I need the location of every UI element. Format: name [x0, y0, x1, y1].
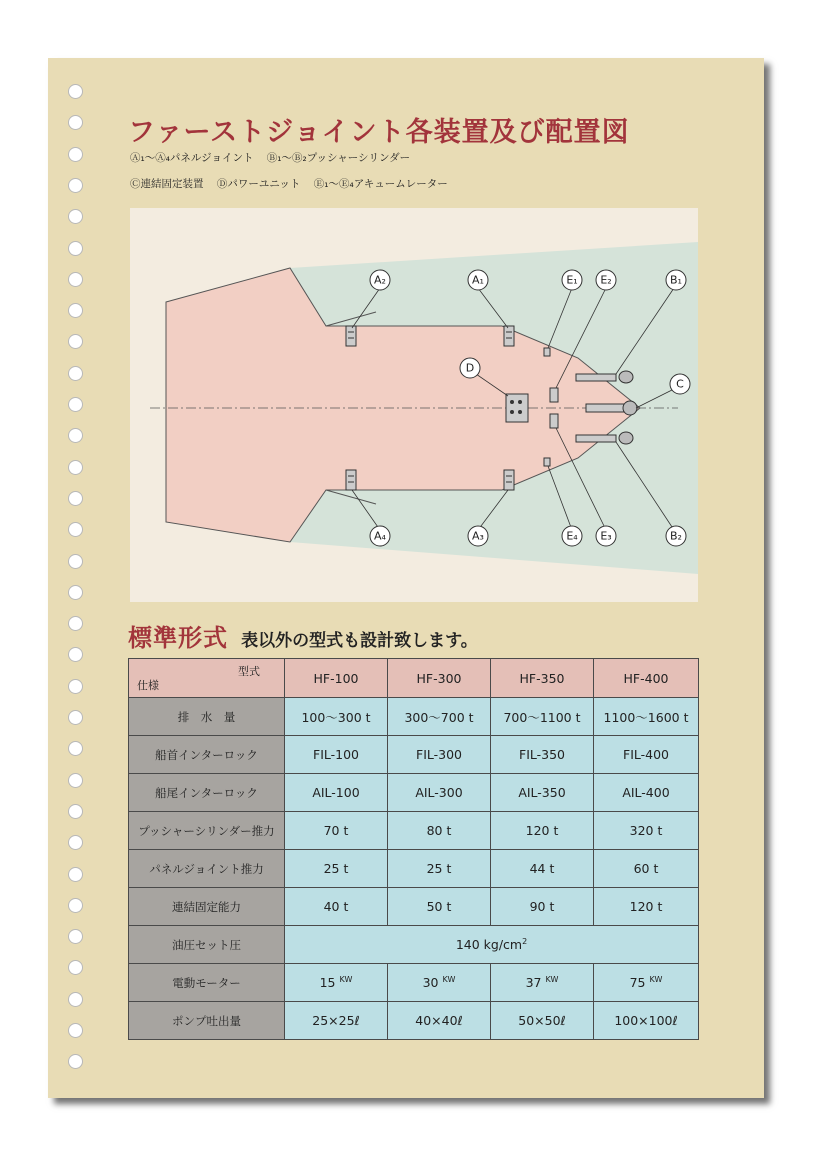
- binder-hole: [68, 992, 83, 1007]
- binder-hole: [68, 867, 83, 882]
- binder-hole: [68, 1054, 83, 1069]
- binder-hole: [68, 585, 83, 600]
- callout-a4: A₄: [374, 529, 386, 543]
- table-cell: 100×100ℓ: [594, 1002, 699, 1040]
- table-row-electric-motor: [129, 964, 699, 1002]
- binder-hole: [68, 366, 83, 381]
- callout-a3: A₃: [472, 529, 484, 543]
- binder-hole: [68, 898, 83, 913]
- binder-hole: [68, 334, 83, 349]
- table-row-pump-discharge: [129, 1002, 699, 1040]
- table-cell: 60 t: [594, 850, 699, 888]
- power-unit-d: [506, 394, 528, 422]
- table-cell: 25 t: [285, 850, 388, 888]
- legend-coupling-device: Ⓒ連結固定装置: [130, 178, 204, 190]
- row-label: 船首インターロック: [129, 736, 285, 774]
- motor-value: 37: [525, 975, 542, 991]
- table-row-pusher-thrust: [129, 812, 699, 850]
- accumulator-e1: [544, 348, 550, 356]
- binder-hole: [68, 1023, 83, 1038]
- accumulator-e4: [544, 458, 550, 466]
- row-label: 電動モーター: [129, 964, 285, 1002]
- binder-hole: [68, 741, 83, 756]
- binder-hole: [68, 804, 83, 819]
- table-row-panel-joint-thrust: [129, 850, 699, 888]
- table-cell: [388, 964, 491, 1002]
- table-cell: 100～300 t: [285, 698, 388, 736]
- table-cell: AIL-350: [491, 774, 594, 812]
- table-cell: [594, 964, 699, 1002]
- row-label: パネルジョイント推力: [129, 850, 285, 888]
- table-row-stern-interlock: [129, 774, 699, 812]
- table-cell: 25 t: [388, 850, 491, 888]
- binder-hole: [68, 272, 83, 287]
- binder-hole: [68, 773, 83, 788]
- table-cell: 25×25ℓ: [285, 1002, 388, 1040]
- table-cell: 700～1100 t: [491, 698, 594, 736]
- callout-d: D: [465, 361, 475, 375]
- binder-hole: [68, 84, 83, 99]
- table-cell: 40×40ℓ: [388, 1002, 491, 1040]
- page-title: ファーストジョイント各装置及び配置図: [128, 117, 630, 148]
- layout-diagram: [130, 208, 698, 602]
- callout-b2: B₂: [670, 529, 682, 543]
- binder-hole: [68, 115, 83, 130]
- callout-a1: A₁: [472, 273, 484, 287]
- legend-power-unit: Ⓓパワーユニット: [216, 178, 301, 190]
- legend-panel-joint: Ⓐ₁～Ⓐ₄パネルジョイント: [130, 152, 254, 164]
- table-cell: 90 t: [491, 888, 594, 926]
- table-cell: FIL-100: [285, 736, 388, 774]
- callout-c: C: [676, 377, 684, 391]
- row-label: 油圧セット圧: [129, 926, 285, 964]
- table-row-coupling-capacity: [129, 888, 699, 926]
- row-label: 船尾インターロック: [129, 774, 285, 812]
- model-header: HF-350: [491, 659, 594, 698]
- table-cell: AIL-300: [388, 774, 491, 812]
- ship-layout-svg: [130, 208, 698, 602]
- row-label: ポンプ吐出量: [129, 1002, 285, 1040]
- table-row-hydraulic-pressure: [129, 926, 699, 964]
- pressure-unit-sup: 2: [522, 936, 528, 946]
- binder-hole: [68, 397, 83, 412]
- binder-hole: [68, 460, 83, 475]
- callout-a2: A₂: [374, 273, 386, 287]
- binder-hole: [68, 710, 83, 725]
- motor-value: 15: [319, 975, 336, 991]
- binder-hole: [68, 960, 83, 975]
- table-cell: 120 t: [491, 812, 594, 850]
- binder-hole: [68, 929, 83, 944]
- pressure-value: 140 kg/cm: [455, 937, 523, 953]
- table-cell: 80 t: [388, 812, 491, 850]
- spec-section-title: [128, 618, 478, 653]
- accumulator-e3: [550, 414, 558, 428]
- callout-e2: E₂: [600, 273, 612, 287]
- row-label: プッシャーシリンダー推力: [129, 812, 285, 850]
- callout-e3: E₃: [600, 529, 612, 543]
- table-cell: 1100～1600 t: [594, 698, 699, 736]
- spec-header-row: [129, 659, 699, 698]
- table-cell: 300～700 t: [388, 698, 491, 736]
- motor-unit: KW: [442, 974, 456, 984]
- binder-hole: [68, 147, 83, 162]
- binder-hole: [68, 241, 83, 256]
- pressure-value-cell: [285, 926, 699, 964]
- binder-hole: [68, 616, 83, 631]
- table-cell: 320 t: [594, 812, 699, 850]
- spec-table: [128, 658, 699, 1040]
- table-cell: 70 t: [285, 812, 388, 850]
- binder-hole: [68, 647, 83, 662]
- binder-hole: [68, 428, 83, 443]
- spec-corner-cell: [129, 659, 285, 698]
- motor-value: 75: [629, 975, 646, 991]
- binder-hole: [68, 209, 83, 224]
- callout-b1: B₁: [670, 273, 682, 287]
- callout-e1: E₁: [566, 273, 578, 287]
- table-cell: 120 t: [594, 888, 699, 926]
- accumulator-e2: [550, 388, 558, 402]
- table-cell: [285, 964, 388, 1002]
- spec-subheading: 表以外の型式も設計致します。: [241, 631, 478, 651]
- table-cell: [491, 964, 594, 1002]
- panel-joint-a4: [346, 470, 356, 490]
- table-row-displacement: [129, 698, 699, 736]
- binder-hole: [68, 679, 83, 694]
- callout-e4: E₄: [566, 529, 578, 543]
- motor-unit: KW: [649, 974, 663, 984]
- spec-heading: 標準形式: [128, 624, 228, 652]
- binder-hole: [68, 491, 83, 506]
- table-cell: FIL-350: [491, 736, 594, 774]
- binder-hole: [68, 554, 83, 569]
- model-header: HF-100: [285, 659, 388, 698]
- table-cell: 44 t: [491, 850, 594, 888]
- corner-spec-label: 仕様: [137, 679, 159, 692]
- table-row-bow-interlock: [129, 736, 699, 774]
- motor-unit: KW: [545, 974, 559, 984]
- table-cell: AIL-400: [594, 774, 699, 812]
- legend-line-2: [130, 176, 458, 191]
- panel-joint-a3: [504, 470, 514, 490]
- row-label: 連結固定能力: [129, 888, 285, 926]
- legend-accumulator: Ⓔ₁～Ⓔ₄アキュームレーター: [313, 178, 448, 190]
- table-cell: AIL-100: [285, 774, 388, 812]
- corner-model-label: 型式: [238, 665, 260, 678]
- panel-joint-a2: [346, 326, 356, 346]
- motor-value: 30: [422, 975, 439, 991]
- binder-hole: [68, 178, 83, 193]
- motor-unit: KW: [339, 974, 353, 984]
- binder-hole: [68, 303, 83, 318]
- table-cell: 40 t: [285, 888, 388, 926]
- table-cell: FIL-300: [388, 736, 491, 774]
- legend-line-1: [130, 150, 420, 165]
- legend-pusher-cylinder: Ⓑ₁～Ⓑ₂プッシャーシリンダー: [266, 152, 411, 164]
- binder-hole: [68, 835, 83, 850]
- row-label: 排 水 量: [129, 698, 285, 736]
- panel-joint-a1: [504, 326, 514, 346]
- table-cell: 50×50ℓ: [491, 1002, 594, 1040]
- binder-hole: [68, 522, 83, 537]
- table-cell: FIL-400: [594, 736, 699, 774]
- table-cell: 50 t: [388, 888, 491, 926]
- model-header: HF-400: [594, 659, 699, 698]
- model-header: HF-300: [388, 659, 491, 698]
